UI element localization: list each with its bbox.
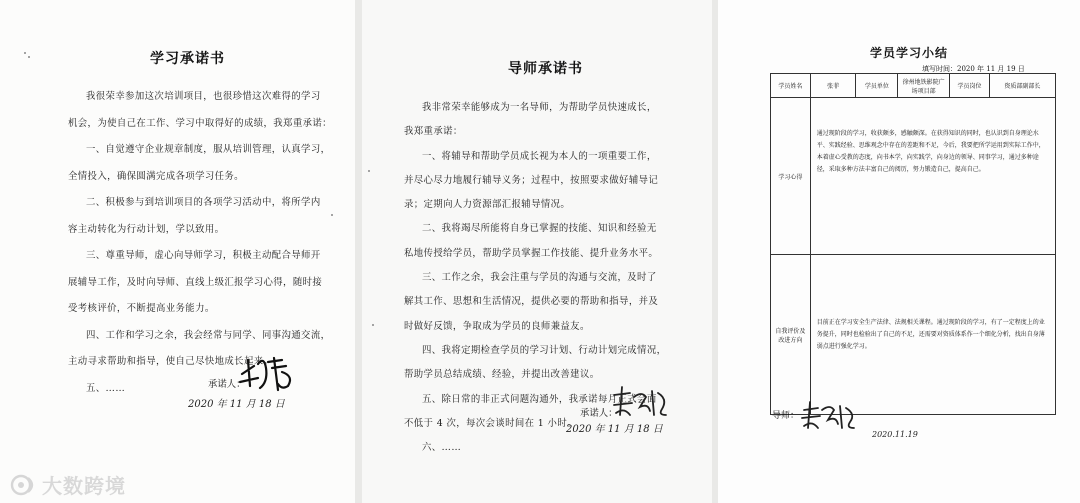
mentor-pledge-page	[362, 0, 712, 503]
paragraph-line: 解其工作、思想和生活情况，提供必要的帮助和指导，并及	[404, 296, 659, 308]
paragraph-line: 我很荣幸参加这次培训项目，也很珍惜这次难得的学习	[86, 91, 321, 102]
paragraph-line: 六、……	[422, 442, 462, 454]
sign-date: 2020 年 11 月 18 日	[188, 399, 285, 410]
signer-label: 承诺人：	[208, 379, 246, 390]
paragraph-line: 全情投入，确保圆满完成各项学习任务。	[68, 170, 244, 182]
table-row	[771, 255, 1056, 415]
learning-text: 通过现阶段的学习，收获颇多，感触颇深。在获得知识的同时，也认识到自身理论水平、实践经验、思维观念中存在的差距和不足，今后，我要把所学运用到实际工作中，本着虚心受教的态度，向书本学，向实践学，向身边的领导、同事学习，通过多种途径，采取多种方法丰富自己的阅历，努力锻造自己，提高自己。	[810, 98, 1055, 255]
mentor-label: 导师：	[772, 411, 800, 421]
paragraph-line: 主动寻求帮助和指导，使自己尽快地成长起来。	[68, 356, 274, 367]
paragraph-line: 帮助学员总结成绩、经验，并提出改善建议。	[404, 369, 600, 381]
unit-label: 学员单位	[856, 74, 898, 98]
unit-value: 徐州地铁影院广场项目部	[898, 74, 950, 98]
signer-label: 承诺人：	[580, 408, 618, 419]
name-value: 张菲	[810, 74, 856, 98]
brand-logo-icon	[10, 474, 36, 496]
name-label: 学员姓名	[771, 74, 811, 98]
paragraph-line: 三、工作之余，我会注重与学员的沟通与交流，及时了	[422, 272, 657, 284]
paragraph-line: 五、……	[86, 382, 126, 394]
watermark	[10, 470, 126, 499]
paragraph-line: 不低于 4 次，每次会谈时间在 1 小时。	[404, 417, 577, 429]
paragraph-line: 并尽心尽力地履行辅导义务；过程中，按照要求做好辅导记	[404, 174, 659, 186]
position-label: 学员岗位	[950, 74, 990, 98]
mentor-date: 2020.11.19	[872, 430, 918, 439]
study-pledge-page	[0, 0, 355, 503]
page-title: 学习承诺书	[150, 51, 225, 67]
paragraph-line: 容主动转化为行动计划，学以致用。	[68, 223, 225, 235]
self-eval-label: 自我评价及改进方向	[771, 255, 811, 415]
paragraph-line: 二、积极参与到培训项目的各项学习活动中，将所学内	[86, 197, 321, 208]
paragraph-line: 展辅导工作，及时向导师、直线上级汇报学习心得，随时接	[68, 276, 323, 288]
mentor-signature-image	[800, 400, 858, 434]
learning-label: 学习心得	[771, 98, 811, 255]
paragraph-line: 三、尊重导师，虚心向导师学习，积极主动配合导师开	[86, 250, 321, 261]
position-value: 资质部副部长	[989, 74, 1055, 98]
paragraph-line: 机会，为使自己在工作、学习中取得好的成绩，我郑重承诺：	[68, 117, 332, 129]
paragraph-line: 四、工作和学习之余，我会经常与同学、同事沟通交流，	[86, 329, 331, 341]
paragraph-line: 二、我将竭尽所能将自身已掌握的技能、知识和经验无	[422, 223, 657, 235]
fill-time: 填写时间：2020 年 11 月 19 日	[922, 65, 1025, 73]
paragraph-line: 一、自觉遵守企业规章制度，服从培训管理，认真学习，	[86, 144, 331, 155]
page-title: 学员学习小结	[870, 46, 949, 60]
sign-date: 2020 年 11 月 18 日	[566, 424, 663, 435]
signature-image	[610, 385, 672, 421]
paragraph-line: 四、我将定期检查学员的学习计划、行动计划完成情况，	[422, 344, 667, 356]
table-row	[771, 98, 1056, 255]
paragraph-line: 私地传授给学员，帮助学员掌握工作技能、提升业务水平。	[404, 247, 659, 259]
paragraph-line: 时做好反馈，争取成为学员的良师兼益友。	[404, 320, 590, 332]
paragraph-line: 录；定期向人力资源部汇报辅导情况。	[404, 199, 571, 211]
paragraph-line: 五、除日常的非正式问题沟通外，我承诺每月正式会面	[422, 393, 657, 405]
paragraph-line: 受考核评价，不断提高业务能力。	[68, 303, 215, 314]
summary-table	[770, 73, 1056, 415]
page-title: 导师承诺书	[508, 61, 583, 77]
paragraph-line: 一、将辅导和帮助学员成长视为本人的一项重要工作，	[422, 150, 657, 162]
paragraph-line: 我非常荣幸能够成为一名导师，为帮助学员快速成长，	[422, 102, 657, 113]
paragraph-line: 我郑重承诺：	[404, 126, 463, 138]
self-eval-text: 目前正在学习安全生产法律、法规相关课程。通过现阶段的学习，有了一定程度上的业务提升，同时也检验出了自己的不足，还需要对资质体系作一个细化分析，找出自身薄弱点进行强化学习。	[810, 255, 1055, 415]
table-row	[771, 74, 1056, 98]
signature-image	[238, 352, 298, 394]
watermark-text: 大数跨境	[42, 474, 126, 498]
